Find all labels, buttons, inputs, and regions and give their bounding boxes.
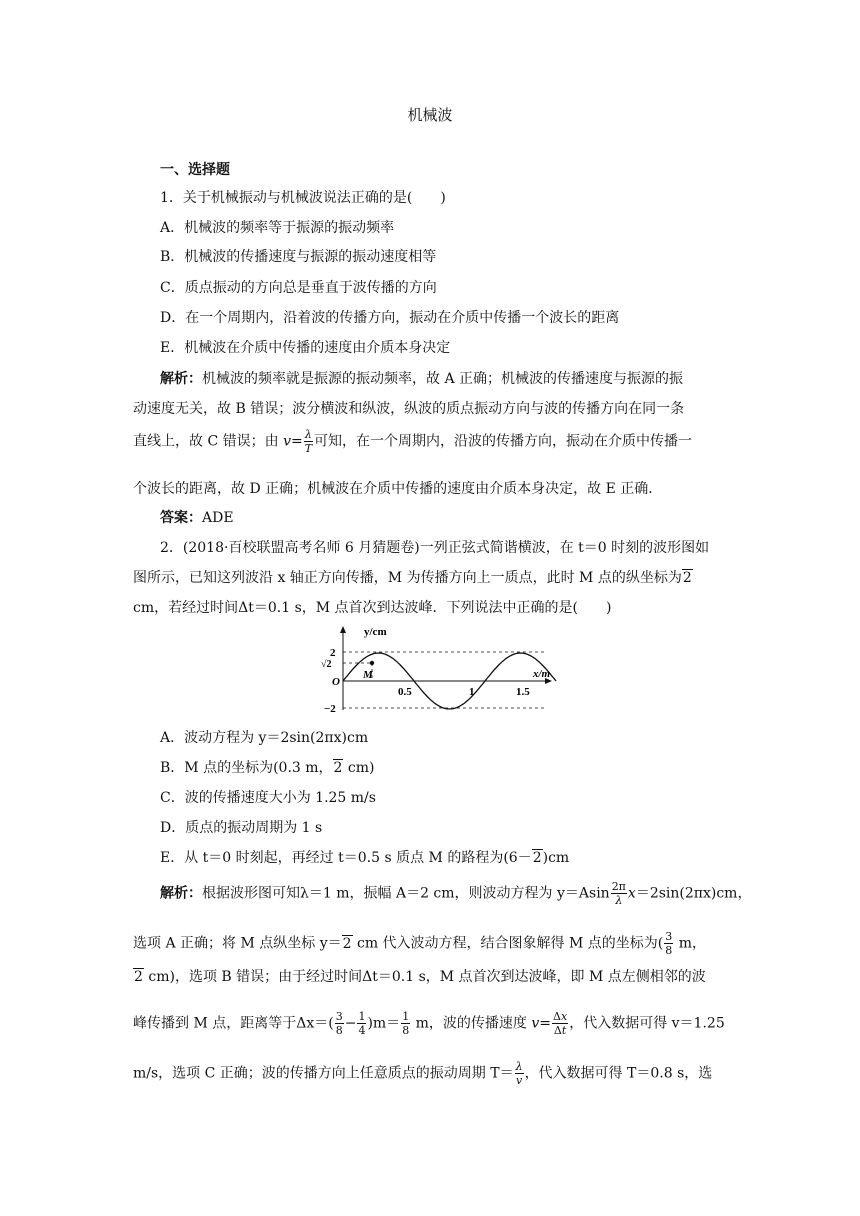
- q2-analysis-line1: 解析：根据波形图可知λ＝1 m，振幅 A＝2 cm，则波动方程为 y＝Asin $\frac{2\pi}{\lambda}$ x＝2sin(2πx)cm，: [160, 880, 752, 907]
- svg-text:1.5: 1.5: [516, 686, 530, 698]
- q2-analysis-line3: 2 cm)，选项 B 错误；由于经过时间Δt＝0.1 s，M 点首次到达波峰，即 M 点左侧相邻的波: [134, 969, 706, 985]
- q2-analysis-line5: m/s，选项 C 正确；波的传播方向上任意质点的振动周期 T＝ $\frac{\lambda}{v}$ ，代入数据可得 T＝0.8 s，选: [133, 1060, 713, 1087]
- analysis-label: 解析：: [160, 371, 202, 387]
- q1-analysis-line4: 个波长的距离，故 D 正确；机械波在介质中传播的速度由介质本身决定，故 E 正确．: [133, 481, 663, 497]
- svg-text:−2: −2: [324, 703, 336, 715]
- q1-answer: 答案：ADE: [160, 510, 234, 526]
- svg-text:2: 2: [330, 647, 336, 659]
- q2-option-a: A．波动方程为 y＝2sin(2πx)cm: [160, 730, 369, 746]
- fraction-lambda-over-t: $\frac{\lambda}{T}$: [304, 428, 313, 455]
- q1-analysis-line2: 动速度无关，故 B 错误；波分横波和纵波，纵波的质点振动方向与波的传播方向在同一条: [133, 401, 685, 417]
- wave-graph: [320, 622, 560, 722]
- document-title: 机械波: [407, 106, 453, 124]
- q2-option-d: D．质点的振动周期为 1 s: [160, 820, 323, 836]
- svg-text:O: O: [332, 676, 340, 688]
- svg-text:x/m: x/m: [533, 668, 551, 680]
- q1-option-d: D．在一个周期内，沿着波的传播方向，振动在介质中传播一个波长的距离: [160, 310, 620, 326]
- svg-text:M: M: [363, 669, 373, 681]
- q2-analysis-line4: 峰传播到 M 点，距离等于Δx＝( $\frac{3}{8}$ − $\frac{1}{4}$ )m＝ $\frac{1}{8}$ m，波的传播速度 v= $\frac{\Delta x}{\Delta t}$ ，代入数据可得 v＝1.25: [133, 1010, 725, 1037]
- svg-text:1: 1: [469, 686, 475, 698]
- q1-option-a: A．机械波的频率等于振源的振动频率: [160, 220, 395, 236]
- svg-text:0.5: 0.5: [398, 686, 412, 698]
- svg-text:y/cm: y/cm: [364, 626, 387, 638]
- q2-stem-line2: 图所示，已知这列波沿 x 轴正方向传播，M 为传播方向上一质点，此时 M 点的纵坐标为2: [133, 570, 692, 586]
- q2-stem-line3: cm，若经过时间Δt＝0.1 s，M 点首次到达波峰．下列说法中正确的是( ): [133, 600, 612, 616]
- svg-text:√2: √2: [321, 659, 332, 670]
- q2-option-b: B．M 点的坐标为(0.3 m，2 cm): [160, 760, 375, 776]
- q1-stem: 1．关于机械振动与机械波说法正确的是( ): [160, 190, 446, 206]
- q1-option-b: B．机械波的传播速度与振源的振动速度相等: [160, 249, 437, 265]
- q2-analysis-line2: 选项 A 正确；将 M 点纵坐标 y＝2 cm 代入波动方程，结合图象解得 M 点的坐标为( $\frac{3}{8}$ m，: [133, 930, 706, 957]
- q1-option-e: E．机械波在介质中传播的速度由介质本身决定: [160, 340, 451, 356]
- point-m: [370, 661, 374, 665]
- q1-analysis-line1: 解析：机械波的频率就是振源的振动频率，故 A 正确；机械波的传播速度与振源的振: [160, 371, 684, 387]
- q2-stem-line1: 2．(2018·百校联盟高考名师 6 月猜题卷)一列正弦式简谐横波，在 t＝0 时刻的波形图如: [160, 540, 710, 556]
- q1-option-c: C．质点振动的方向总是垂直于波传播的方向: [160, 280, 437, 296]
- q2-option-c: C．波的传播速度大小为 1.25 m/s: [160, 790, 376, 806]
- q2-option-e: E．从 t＝0 时刻起，再经过 t＝0.5 s 质点 M 的路程为(6－2)cm: [160, 850, 570, 866]
- q1-analysis-line3: 直线上，故 C 错误；由 v= $\frac{\lambda}{T}$ 可知，在一个周期内，沿波的传播方向，振动在介质中传播一: [133, 428, 693, 455]
- section-heading: 一、选择题: [160, 162, 230, 178]
